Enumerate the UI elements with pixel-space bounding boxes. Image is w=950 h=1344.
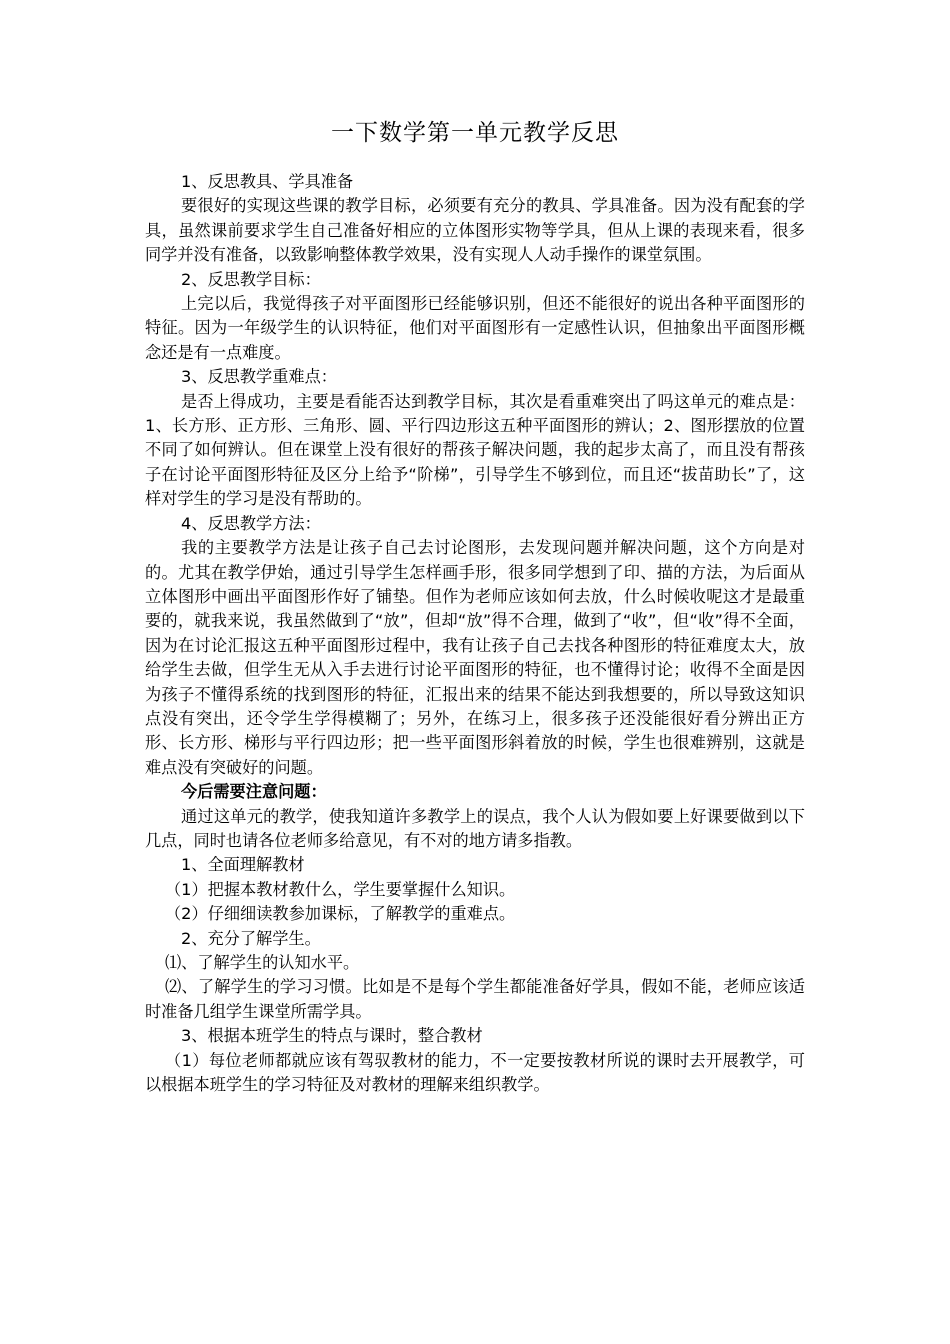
list-heading-3: 3、根据本班学生的特点与课时，整合教材 <box>181 1026 483 1046</box>
section-heading-4: 4、反思教学方法： <box>181 513 321 533</box>
document-title: 一下数学第一单元教学反思 <box>331 120 619 146</box>
list-item: ⑵、了解学生的学习习惯。比如是不是每个学生都能准备好学具，假如不能，老师应该适时准备几组学生课堂所需学具。 <box>145 977 805 1021</box>
paragraph: 上完以后，我觉得孩子对平面图形已经能够识别，但还不能很好的说出各种平面图形的特征。因为一年级学生的认识特征，他们对平面图形有一定感性认识，但抽象出平面图形概念还是有一点难度。 <box>145 294 805 362</box>
paragraph: 要很好的实现这些课的教学目标，必须要有充分的教具、学具准备。因为没有配套的学具，虽然课前要求学生自己准备好相应的立体图形实物等学具，但从上课的表现来看，很多同学并没有准备，以致影响整体教学效果，没有实现人人动手操作的课堂氛围。 <box>145 196 805 265</box>
list-heading-1: 1、全面理解教材 <box>181 855 305 875</box>
section-heading-2: 2、反思教学目标： <box>181 269 321 289</box>
document-body <box>145 170 805 1097</box>
section-heading-notes: 今后需要注意问题： <box>181 782 327 802</box>
paragraph: 我的主要教学方法是让孩子自己去讨论图形，去发现问题并解决问题，这个方向是对的。尤其在教学伊始，通过引导学生怎样画手形，很多同学想到了印、描的方法，为后面从立体图形中画出平面图形作好了铺垫。但作为老师应该如何去放，什么时候收呢这才是最重要的，就我来说，我虽然做到了“放”，但却“放”得不合理，做到了“收”，但“收”得不全面，因为在讨论汇报这五种平面图形过程中，我有让孩子自己去找各种图形的特征难度太大，放给学生去做，但学生无从入手去进行讨论平面图形的特征，也不懂得讨论；收得不全面是因为孩子不懂得系统的找到图形的特征，汇报出来的结果不能达到我想要的，所以导致这知识点没有突出，还令学生学得模糊了；另外，在练习上，很多孩子还没能很好看分辨出正方形、长方形、梯形与平行四边形；把一些平面图形斜着放的时候，学生也很难辨别，这就是难点没有突破好的问题。 <box>145 538 805 777</box>
list-item: （1）每位老师都就应该有驾驭教材的能力，不一定要按教材所说的课时去开展教学，可以根据本班学生的学习特征及对教材的理解来组织教学。 <box>145 1050 805 1095</box>
list-item: ⑴、了解学生的认知水平。 <box>165 953 360 972</box>
list-heading-2: 2、充分了解学生。 <box>181 928 321 948</box>
list-item: （2）仔细细读教参加课标，了解教学的重难点。 <box>165 904 516 924</box>
paragraph: 通过这单元的教学，使我知道许多教学上的误点，我个人认为假如要上好课要做到以下几点，同时也请各位老师多给意见，有不对的地方请多指教。 <box>145 806 805 850</box>
section-heading-3: 3、反思教学重难点： <box>181 367 337 387</box>
paragraph: 是否上得成功，主要是看能否达到教学目标，其次是看重难突出了吗这单元的难点是：1、长方形、正方形、三角形、圆、平行四边形这五种平面图形的辨认；2、图形摆放的位置不同了如何辨认。但在课堂上没有很好的帮孩子解决问题，我的起步太高了，而且没有帮孩子在讨论平面图形特征及区分上给予“阶梯”，引导学生不够到位，而且还“拔苗助长”了，这样对学生的学习是没有帮助的。 <box>145 391 805 509</box>
list-item: （1）把握本教材教什么，学生要掌握什么知识。 <box>165 879 516 899</box>
section-heading-1: 1、反思教具、学具准备 <box>181 172 354 191</box>
